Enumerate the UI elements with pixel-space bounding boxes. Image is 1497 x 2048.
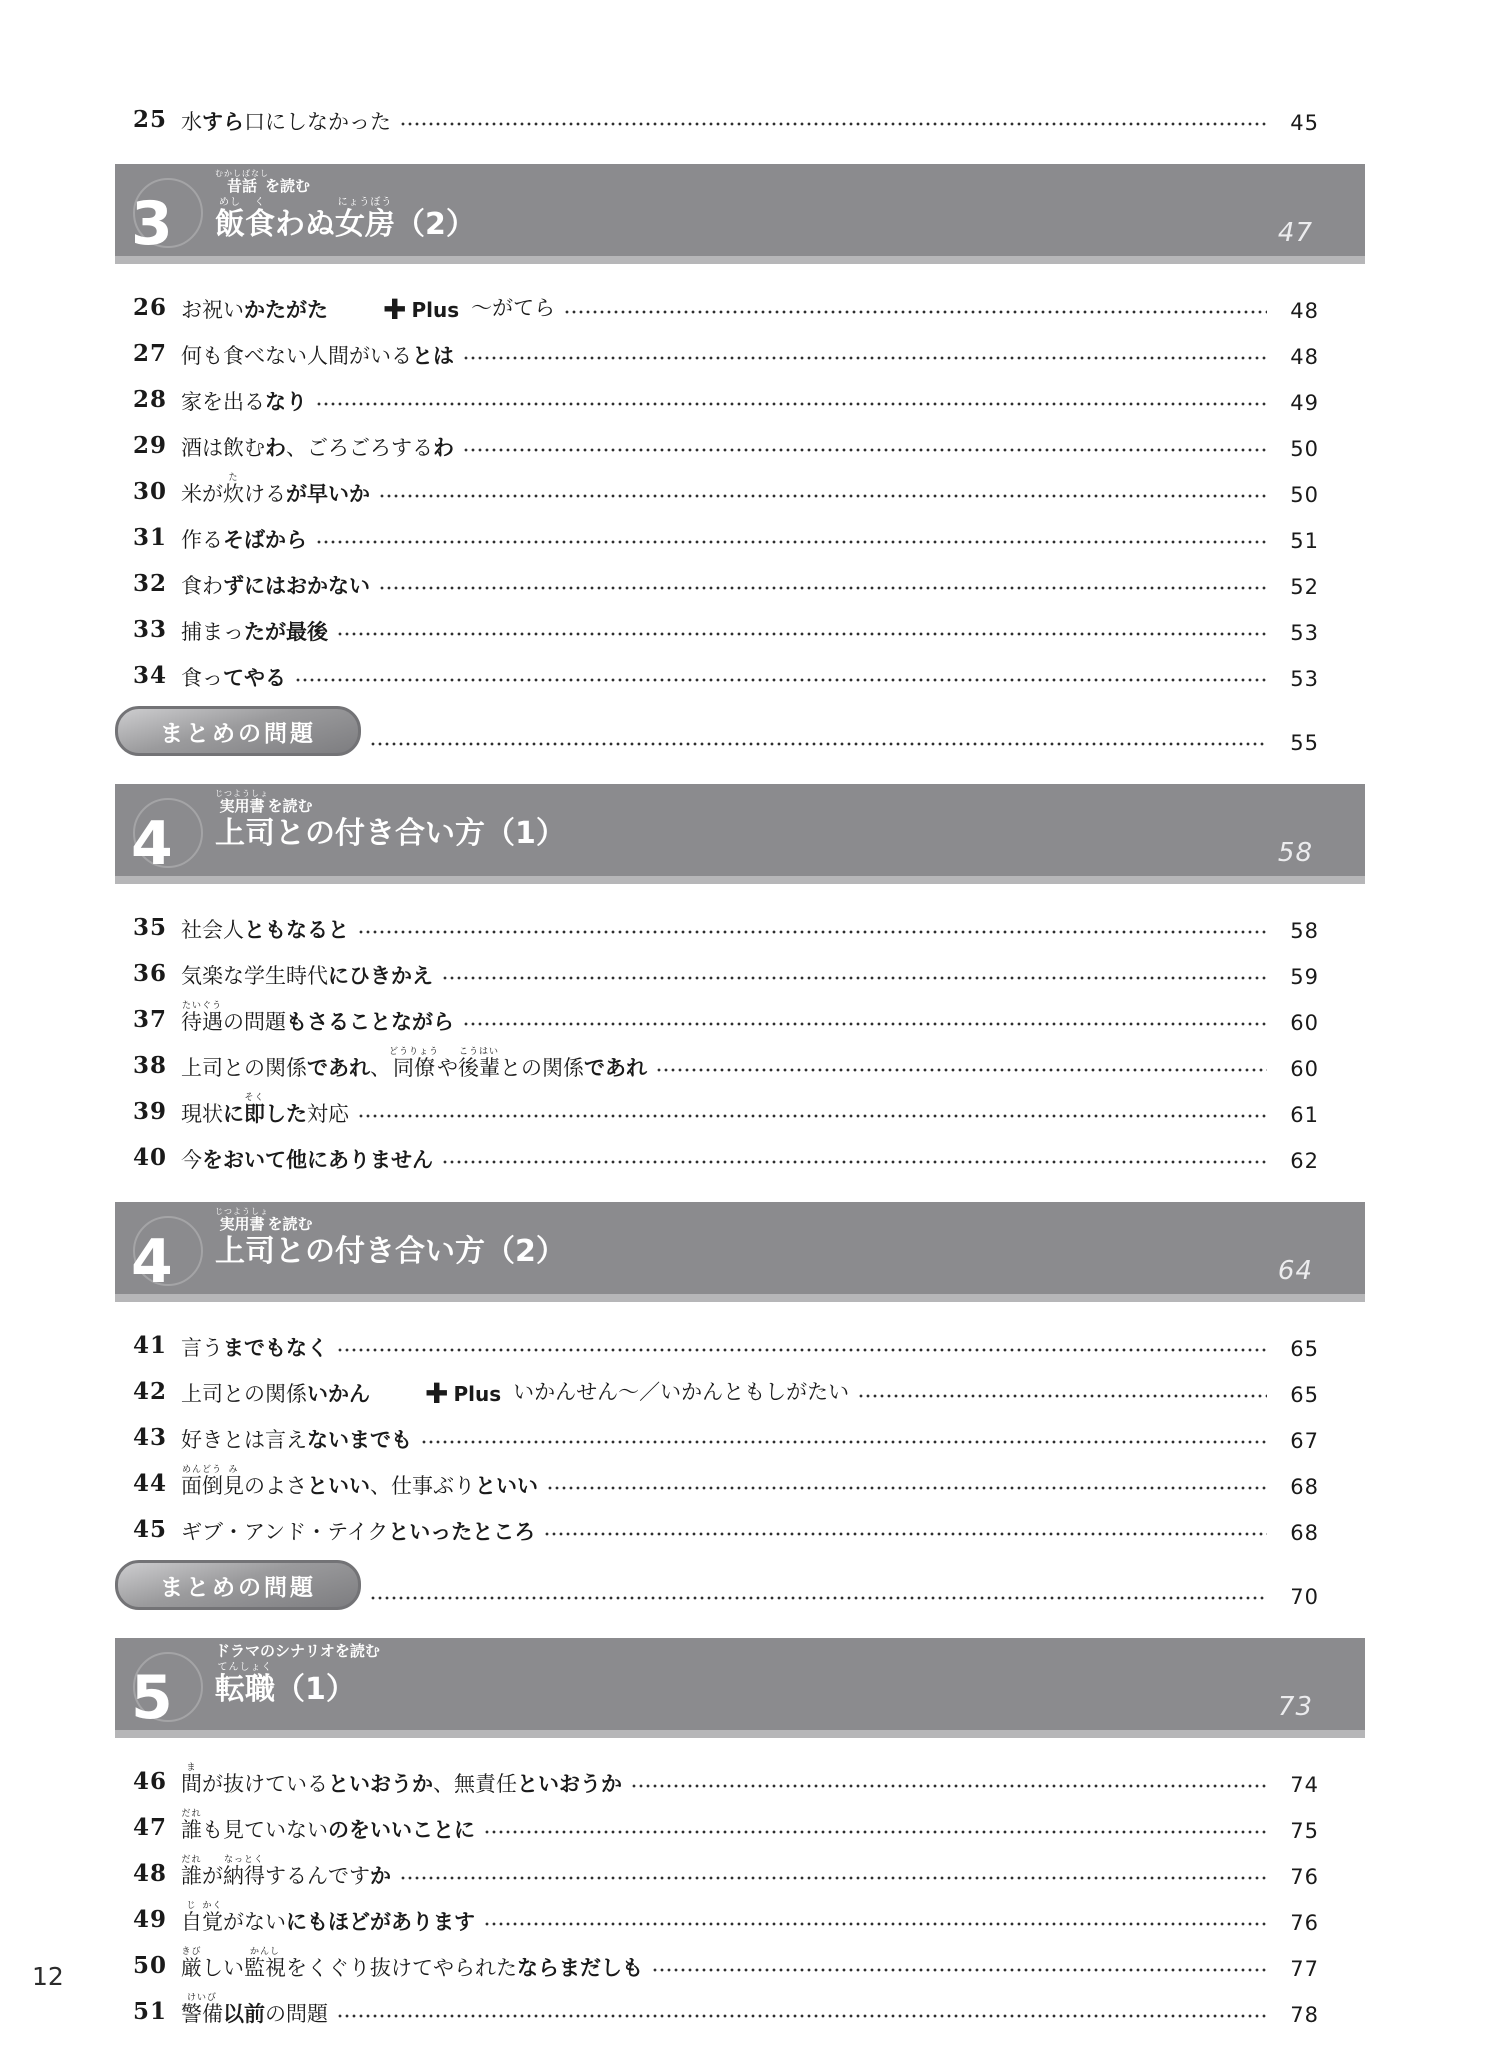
- book-page-number: 12: [32, 1962, 64, 1991]
- toc-item: [115, 1754, 1319, 1800]
- title-text: お祝い: [181, 297, 244, 322]
- summary-row: [115, 700, 1319, 758]
- title-text: 食く: [245, 196, 275, 242]
- section-title: [215, 817, 1365, 850]
- title-text: 今: [181, 1147, 202, 1172]
- summary-badge: [115, 1560, 361, 1610]
- grammar-point-text: てやる: [223, 665, 286, 690]
- dot-leader: [443, 1160, 1267, 1164]
- item-number: 50: [133, 1952, 168, 1979]
- title-text: 監視かんし: [244, 1946, 286, 1980]
- item-page-number: 48: [1290, 299, 1319, 323]
- item-page-number: 76: [1290, 1911, 1319, 1935]
- section-number: 5: [131, 1663, 173, 1733]
- section-page-number: 64: [1277, 1256, 1313, 1286]
- item-number: 26: [133, 294, 168, 321]
- title-text: するんです: [265, 1863, 370, 1888]
- dot-leader: [338, 1348, 1267, 1352]
- grammar-point-text: であれ: [307, 1055, 370, 1080]
- section-header: [115, 784, 1365, 884]
- item-title: [181, 621, 328, 648]
- title-text: との関係: [500, 1055, 584, 1080]
- toc-item: [115, 1892, 1319, 1938]
- section-title: [215, 197, 1365, 241]
- title-text: 捕まっ: [181, 619, 244, 644]
- toc-item: [115, 418, 1319, 464]
- title-text: 飯めし: [215, 196, 245, 242]
- section-number: 4: [131, 1227, 173, 1297]
- dot-leader: [380, 586, 1267, 590]
- toc-item: [115, 992, 1319, 1038]
- title-text: 社会人: [181, 917, 244, 942]
- toc-item: [115, 1130, 1319, 1176]
- item-number: 35: [133, 914, 168, 941]
- section-page-number: 47: [1277, 218, 1313, 248]
- title-text: 見み: [223, 1464, 244, 1498]
- title-text: 、ごろごろする: [286, 435, 433, 460]
- item-title: [181, 1383, 370, 1410]
- item-number: 42: [133, 1378, 168, 1405]
- grammar-point-text: ずにはおかない: [223, 573, 370, 598]
- item-page-number: 45: [1290, 111, 1319, 135]
- toc-item: [115, 372, 1319, 418]
- grammar-point-text: ならまだしも: [517, 1955, 643, 1980]
- item-title: [181, 299, 328, 326]
- item-title: [181, 667, 286, 694]
- table-of-contents: [115, 92, 1365, 2030]
- item-title: [181, 1809, 475, 1846]
- dot-leader: [371, 1596, 1267, 1600]
- section-header-body: [215, 1638, 1365, 1706]
- plus-label: Plus: [453, 1382, 502, 1406]
- item-title: [181, 1465, 538, 1502]
- dot-leader: [338, 632, 1267, 636]
- toc-item: [115, 648, 1319, 694]
- dot-leader: [443, 976, 1267, 980]
- dot-leader: [317, 540, 1267, 544]
- item-title: [181, 1149, 433, 1176]
- item-number: 45: [133, 1516, 168, 1543]
- dot-leader: [464, 448, 1267, 452]
- item-number: 43: [133, 1424, 168, 1451]
- grammar-point-text: といおうか: [517, 1771, 622, 1796]
- dot-leader: [359, 1114, 1267, 1118]
- item-page-number: 48: [1290, 345, 1319, 369]
- section-header-body: [215, 164, 1365, 241]
- grammar-point-text: ないまでも: [307, 1427, 412, 1452]
- plus-icon: ✚: [425, 1377, 449, 1410]
- section-page-number: 73: [1277, 1692, 1313, 1722]
- item-page-number: 59: [1290, 965, 1319, 989]
- item-title: [181, 1047, 647, 1084]
- grammar-point-text: か: [370, 1863, 391, 1888]
- toc-item: [115, 1410, 1319, 1456]
- item-title: [181, 529, 307, 556]
- item-number: 34: [133, 662, 168, 689]
- grammar-point-text: のをいいことに: [328, 1817, 475, 1842]
- item-title: [181, 965, 433, 992]
- dot-leader: [317, 402, 1267, 406]
- title-text: 実用書じつようしょ: [215, 789, 269, 815]
- title-text: しい: [202, 1955, 244, 1980]
- title-text: がない: [223, 1909, 286, 1934]
- plus-pattern: ～がてら: [471, 296, 556, 320]
- item-title: [181, 1763, 622, 1800]
- dot-leader: [464, 356, 1267, 360]
- item-page-number: 74: [1290, 1773, 1319, 1797]
- title-text: 食っ: [181, 665, 223, 690]
- item-page-number: 76: [1290, 1865, 1319, 1889]
- title-text: 実用書じつようしょ: [215, 1207, 269, 1233]
- item-number: 36: [133, 960, 168, 987]
- section-genre: [215, 1643, 1365, 1660]
- item-title: [181, 1093, 349, 1130]
- toc-item: [115, 92, 1319, 138]
- item-page-number: 70: [1290, 1585, 1319, 1609]
- item-title: [181, 575, 370, 602]
- toc-item: [115, 556, 1319, 602]
- title-text: 誰だれ: [181, 1854, 202, 1888]
- title-text: が抜けている: [202, 1771, 328, 1796]
- grammar-point-text: そばから: [223, 527, 307, 552]
- title-text: 何も食べない人間がいる: [181, 343, 412, 368]
- item-number: 44: [133, 1470, 168, 1497]
- item-title: [181, 111, 391, 138]
- title-text: 昔話むかしばなし: [215, 169, 269, 195]
- dot-leader: [859, 1394, 1267, 1398]
- title-text: の問題: [223, 1009, 286, 1034]
- section-number: 3: [131, 189, 173, 259]
- item-page-number: 50: [1290, 483, 1319, 507]
- item-number: 49: [133, 1906, 168, 1933]
- grammar-point-text: にひきかえ: [328, 963, 433, 988]
- grammar-point-text: 以前: [223, 2001, 265, 2026]
- title-text: 転職てんしょく: [215, 1661, 275, 1707]
- grammar-point-text: ともなると: [244, 917, 349, 942]
- item-title: [181, 1337, 328, 1364]
- toc-item: [115, 1800, 1319, 1846]
- item-page-number: 68: [1290, 1521, 1319, 1545]
- item-page-number: 60: [1290, 1011, 1319, 1035]
- item-title: [181, 1855, 391, 1892]
- title-text: や: [437, 1055, 458, 1080]
- item-number: 41: [133, 1332, 168, 1359]
- dot-leader: [548, 1486, 1267, 1490]
- dot-leader: [371, 742, 1267, 746]
- toc-item: [115, 1038, 1319, 1084]
- dot-leader: [401, 1876, 1267, 1880]
- title-text: 、: [370, 1055, 391, 1080]
- item-number: 39: [133, 1098, 168, 1125]
- item-page-number: 52: [1290, 575, 1319, 599]
- dot-leader: [359, 930, 1267, 934]
- item-number: 30: [133, 478, 168, 505]
- summary-badge: [115, 706, 361, 756]
- title-text: 家を出る: [181, 389, 265, 414]
- title-text: が: [202, 1863, 223, 1888]
- item-number: 28: [133, 386, 168, 413]
- title-text: 女房にょうぼう: [335, 196, 395, 242]
- item-number: 32: [133, 570, 168, 597]
- grammar-point-text: 即そく: [244, 1092, 265, 1126]
- toc-item: [115, 1318, 1319, 1364]
- grammar-point-text: にもほどがあります: [286, 1909, 475, 1934]
- toc-item: [115, 1456, 1319, 1502]
- item-title: [181, 1521, 535, 1548]
- dot-leader: [657, 1068, 1267, 1072]
- section-page-number: 58: [1277, 838, 1313, 868]
- item-number: 47: [133, 1814, 168, 1841]
- toc-item: [115, 464, 1319, 510]
- title-text: 上司との付き合い方（1）: [215, 815, 566, 851]
- title-text: 面倒めんどう: [181, 1464, 223, 1498]
- title-text: 警備けいび: [181, 1992, 223, 2026]
- item-title: [181, 473, 370, 510]
- title-text: 対応: [307, 1101, 349, 1126]
- section-genre: [215, 1207, 1365, 1233]
- plus-label: Plus: [411, 298, 460, 322]
- item-title: [181, 1901, 475, 1938]
- dot-leader: [485, 1830, 1267, 1834]
- title-text: （1）: [275, 1671, 356, 1707]
- item-page-number: 55: [1290, 731, 1319, 755]
- dot-leader: [338, 2014, 1267, 2018]
- grammar-point-text: が早いか: [286, 481, 370, 506]
- title-text: 気楽な学生時代: [181, 963, 328, 988]
- title-text: 同僚どうりょう: [389, 1046, 440, 1080]
- title-text: 米が: [181, 481, 223, 506]
- dot-leader: [485, 1922, 1267, 1926]
- item-page-number: 53: [1290, 667, 1319, 691]
- item-page-number: 65: [1290, 1383, 1319, 1407]
- item-number: 51: [133, 1998, 168, 2025]
- toc-item: [115, 510, 1319, 556]
- item-number: 40: [133, 1144, 168, 1171]
- toc-item: [115, 946, 1319, 992]
- summary-row: [115, 1554, 1319, 1612]
- title-text: 間ま: [181, 1762, 202, 1796]
- grammar-point-text: わ: [433, 435, 454, 460]
- item-page-number: 58: [1290, 919, 1319, 943]
- grammar-point-text: をおいて他にありません: [202, 1147, 433, 1172]
- toc-item: [115, 602, 1319, 648]
- grammar-point-text: もさることながら: [286, 1009, 454, 1034]
- grammar-point-text: いかん: [307, 1381, 370, 1406]
- item-page-number: 53: [1290, 621, 1319, 645]
- section-header: [115, 1638, 1365, 1738]
- toc-item: [115, 1364, 1319, 1410]
- toc-item: [115, 326, 1319, 372]
- item-title: [181, 391, 307, 418]
- item-page-number: 65: [1290, 1337, 1319, 1361]
- title-text: も見ていない: [202, 1817, 328, 1842]
- title-text: 炊た: [223, 472, 244, 506]
- item-number: 27: [133, 340, 168, 367]
- item-page-number: 50: [1290, 437, 1319, 461]
- title-text: わぬ: [275, 206, 335, 242]
- dot-leader: [296, 678, 1267, 682]
- item-title: [181, 437, 454, 464]
- title-text: 口にしなかった: [244, 109, 391, 134]
- title-text: 上司との付き合い方（2）: [215, 1233, 566, 1269]
- grammar-point-text: わ: [265, 435, 286, 460]
- toc-item: [115, 1984, 1319, 2030]
- item-number: 33: [133, 616, 168, 643]
- item-page-number: 60: [1290, 1057, 1319, 1081]
- grammar-point-text: すら: [202, 109, 244, 134]
- toc-item: [115, 1938, 1319, 1984]
- title-text: 覚かく: [202, 1900, 223, 1934]
- title-text: 食わ: [181, 573, 223, 598]
- title-text: のよさ: [244, 1473, 307, 1498]
- title-text: 厳きび: [181, 1946, 202, 1980]
- grammar-point-text: に: [223, 1101, 244, 1126]
- title-text: 好きとは言え: [181, 1427, 307, 1452]
- grammar-point-text: とは: [412, 343, 454, 368]
- grammar-point-text: までもなく: [223, 1335, 328, 1360]
- grammar-point-text: たが最後: [244, 619, 328, 644]
- grammar-point-text: といい: [307, 1473, 370, 1498]
- title-text: 現状: [181, 1101, 223, 1126]
- title-text: 自じ: [181, 1900, 202, 1934]
- section-genre: [215, 169, 1365, 195]
- title-text: 酒は飲む: [181, 435, 265, 460]
- dot-leader: [464, 1022, 1267, 1026]
- title-text: 、仕事ぶり: [370, 1473, 475, 1498]
- dot-leader: [422, 1440, 1267, 1444]
- grammar-point-text: した: [265, 1101, 307, 1126]
- title-text: ギブ・アンド・テイク: [181, 1519, 389, 1544]
- grammar-point-text: といおうか: [328, 1771, 433, 1796]
- item-number: 31: [133, 524, 168, 551]
- item-page-number: 78: [1290, 2003, 1319, 2027]
- plus-note: [383, 292, 555, 326]
- dot-leader: [632, 1784, 1267, 1788]
- item-title: [181, 1429, 412, 1456]
- title-text: 、無責任: [433, 1771, 517, 1796]
- item-page-number: 67: [1290, 1429, 1319, 1453]
- item-number: 29: [133, 432, 168, 459]
- dot-leader: [401, 122, 1267, 126]
- item-title: [181, 1001, 454, 1038]
- title-text: 水: [181, 109, 202, 134]
- toc-item: [115, 1846, 1319, 1892]
- title-text: をくぐり抜けてやられた: [286, 1955, 517, 1980]
- item-title: [181, 919, 349, 946]
- item-number: 37: [133, 1006, 168, 1033]
- item-page-number: 62: [1290, 1149, 1319, 1173]
- title-text: 納得なっとく: [223, 1854, 265, 1888]
- item-title: [181, 1947, 643, 1984]
- section-header-body: [215, 784, 1365, 850]
- toc-item: [115, 900, 1319, 946]
- item-page-number: 75: [1290, 1819, 1319, 1843]
- item-number: 25: [133, 106, 168, 133]
- section-header-body: [215, 1202, 1365, 1268]
- dot-leader: [565, 310, 1267, 314]
- item-number: 38: [133, 1052, 168, 1079]
- title-text: 作る: [181, 527, 223, 552]
- item-page-number: 77: [1290, 1957, 1319, 1981]
- item-page-number: 68: [1290, 1475, 1319, 1499]
- plus-icon: ✚: [383, 293, 407, 326]
- title-text: ドラマのシナリオを読む: [215, 1642, 380, 1660]
- dot-leader: [545, 1532, 1267, 1536]
- section-number: 4: [131, 809, 173, 879]
- title-text: 言う: [181, 1335, 223, 1360]
- grammar-point-text: であれ: [584, 1055, 647, 1080]
- item-number: 48: [133, 1860, 168, 1887]
- summary-label: まとめの問題: [160, 720, 316, 747]
- section-title: [215, 1235, 1365, 1268]
- toc-item: [115, 1084, 1319, 1130]
- grammar-point-text: なり: [265, 389, 307, 414]
- item-title: [181, 345, 454, 372]
- title-text: 誰だれ: [181, 1808, 202, 1842]
- item-number: 46: [133, 1768, 168, 1795]
- toc-item: [115, 280, 1319, 326]
- grammar-point-text: といったところ: [388, 1519, 536, 1544]
- dot-leader: [653, 1968, 1267, 1972]
- section-genre: [215, 789, 1365, 815]
- title-text: 上司との関係: [181, 1381, 307, 1406]
- section-title: [215, 1662, 1365, 1706]
- title-text: 待遇たいぐう: [181, 1000, 223, 1034]
- title-text: （2）: [395, 206, 476, 242]
- item-page-number: 51: [1290, 529, 1319, 553]
- title-text: の問題: [265, 2001, 328, 2026]
- item-page-number: 49: [1290, 391, 1319, 415]
- title-text: を読む: [267, 1215, 313, 1233]
- item-page-number: 61: [1290, 1103, 1319, 1127]
- toc-item: [115, 1502, 1319, 1548]
- title-text: を読む: [267, 797, 313, 815]
- plus-note: [425, 1376, 849, 1410]
- title-text: ける: [244, 481, 286, 506]
- item-title: [181, 1993, 328, 2030]
- title-text: 後輩こうはい: [458, 1046, 500, 1080]
- grammar-point-text: かたがた: [244, 297, 328, 322]
- title-text: 上司との関係: [181, 1055, 307, 1080]
- plus-pattern: いかんせん～／いかんともしがたい: [513, 1380, 850, 1404]
- summary-label: まとめの問題: [160, 1574, 316, 1601]
- section-header: [115, 1202, 1365, 1302]
- title-text: を読む: [264, 177, 310, 195]
- dot-leader: [380, 494, 1267, 498]
- grammar-point-text: といい: [475, 1473, 538, 1498]
- section-header: [115, 164, 1365, 264]
